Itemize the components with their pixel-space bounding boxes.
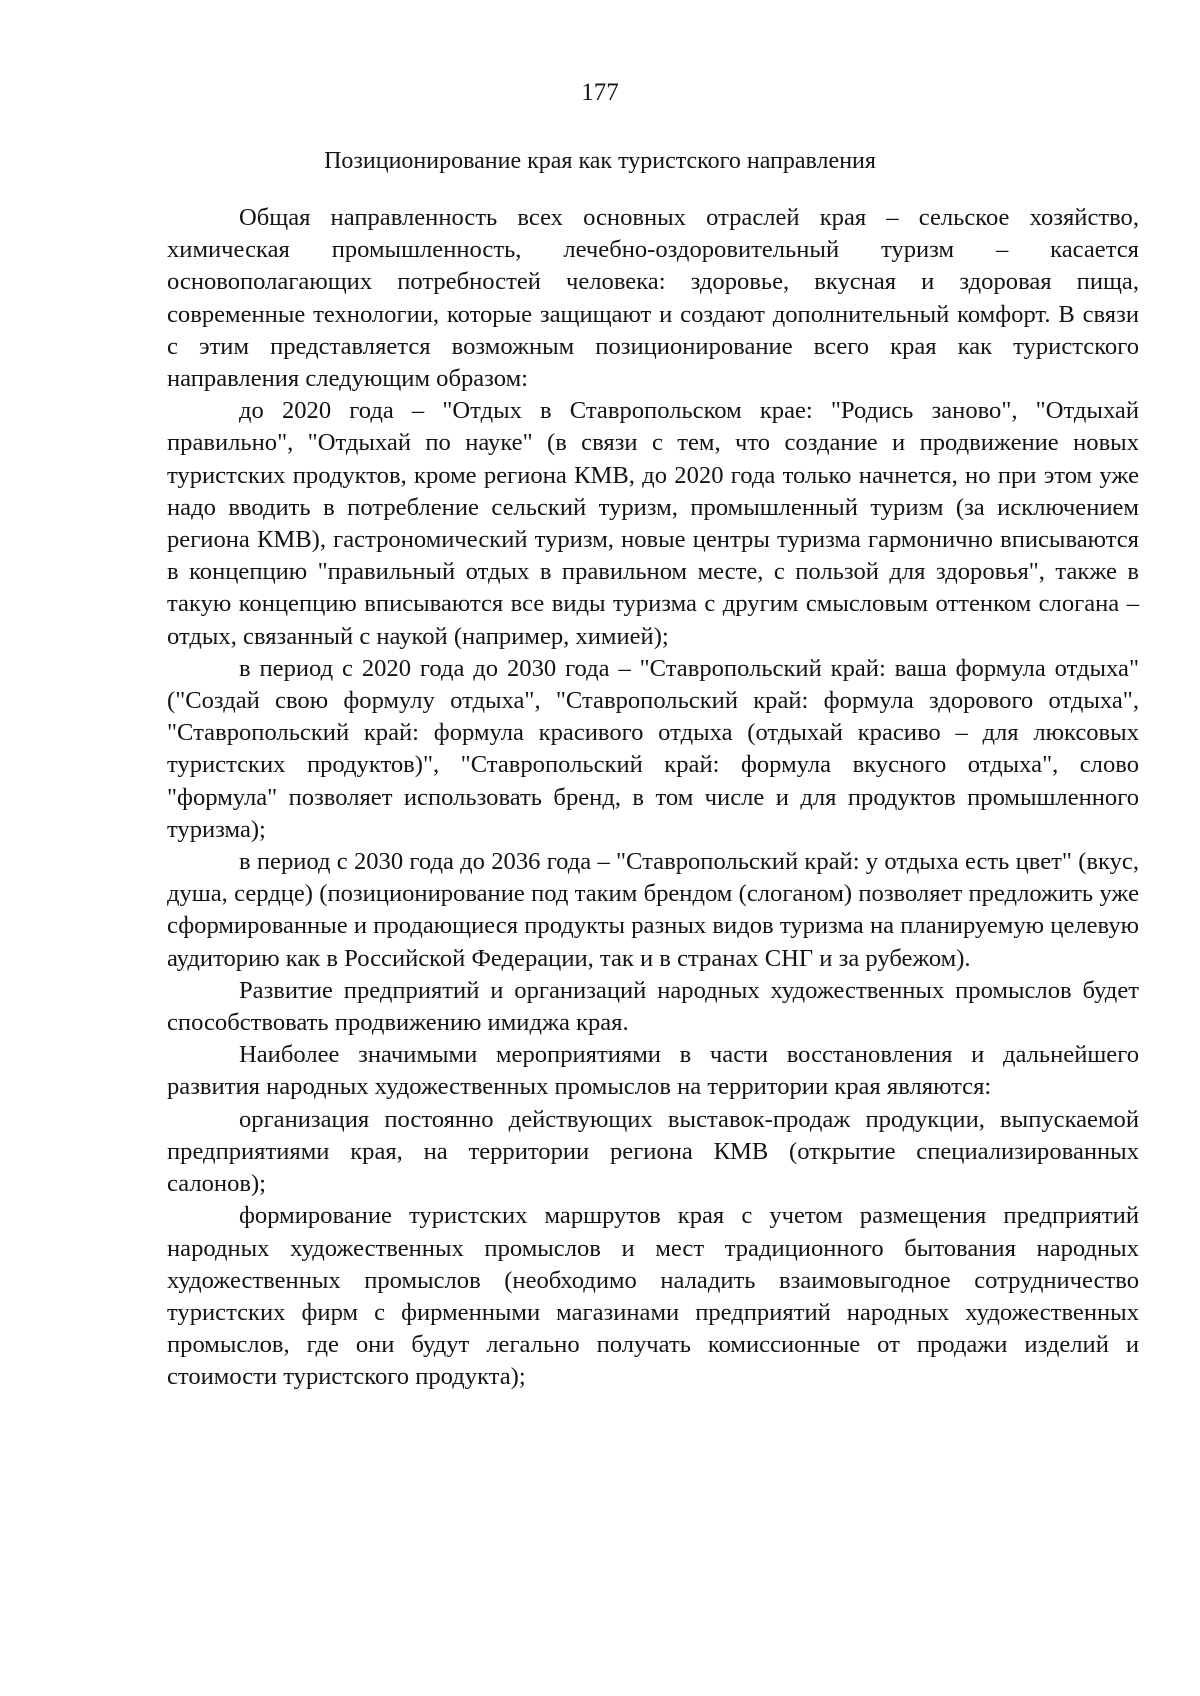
paragraph-exhibitions: организация постоянно действующих выставок-продаж продукции, выпускаемой предприятиями края, на территории региона КМВ (открытие специализированных салонов); bbox=[167, 1105, 1139, 1198]
paragraph-2030-2036: в период с 2030 года до 2036 года – "Ставропольский край: у отдыха есть цвет" (вкус, душа, сердце) (позиционирование под таким брендом (слоганом) позволяет предложить уже сформированные и продающиеся продукты разных видов туризма на планируемую целевую аудиторию как в Российской Федерации, так и в странах СНГ и за рубежом). bbox=[167, 848, 1139, 972]
paragraph-crafts-development: Развитие предприятий и организаций народных художественных промыслов будет способствовать продвижению имиджа края. bbox=[167, 976, 1139, 1037]
paragraph-tourist-routes: формирование туристских маршрутов края с учетом размещения предприятий народных художественных промыслов и мест традиционного бытования народных художественных промыслов (необходимо наладить взаимовыгодное сотрудничество туристских фирм с фирменными магазинами предприятий народных художественных промыслов, где они будут легально получать комиссионные от продажи изделий и стоимости туристского продукта); bbox=[167, 1202, 1139, 1391]
paragraph-intro: Общая направленность всех основных отраслей края – сельское хозяйство, химическая промышленность, лечебно-оздоровительный туризм – касается основополагающих потребностей человека: здоровье, вкусная и здоровая пища, современные технологии, которые защищают и создают дополнительный комфорт. В связи с этим представляется возможным позиционирование всего края как туристского направления следующим образом: bbox=[167, 204, 1139, 393]
paragraph-key-measures: Наиболее значимыми мероприятиями в части восстановления и дальнейшего развития народных художественных промыслов на территории края являются: bbox=[167, 1041, 1139, 1101]
body-text bbox=[167, 202, 1139, 1394]
section-title: Позиционирование края как туристского направления bbox=[324, 148, 876, 174]
page-number: 177 bbox=[581, 79, 619, 106]
paragraph-2020-2030: в период с 2020 года до 2030 года – "Ставропольский край: ваша формула отдыха" ("Создай свою формулу отдыха", "Ставропольский край: формула здорового отдыха", "Ставропольский край: формула красивого отдыха (отдыхай красиво – для люксовых туристских продуктов)", "Ставропольский край: формула вкусного отдыха", слово "формула" позволяет использовать бренд, в том числе и для продуктов промышленного туризма); bbox=[167, 654, 1139, 843]
paragraph-until-2020: до 2020 года – "Отдых в Ставропольском крае: "Родись заново", "Отдыхай правильно", "Отдыхай по науке" (в связи с тем, что создание и продвижение новых туристских продуктов, кроме региона КМВ, до 2020 года только начнется, но при этом уже надо вводить в потребление сельский туризм, промышленный туризм (за исключением региона КМВ), гастрономический туризм, новые центры туризма гармонично вписываются в концепцию "правильный отдых в правильном месте, с пользой для здоровья", также в такую концепцию вписываются все виды туризма с другим смысловым оттенком слогана – отдых, связанный с наукой (например, химией); bbox=[167, 397, 1139, 650]
